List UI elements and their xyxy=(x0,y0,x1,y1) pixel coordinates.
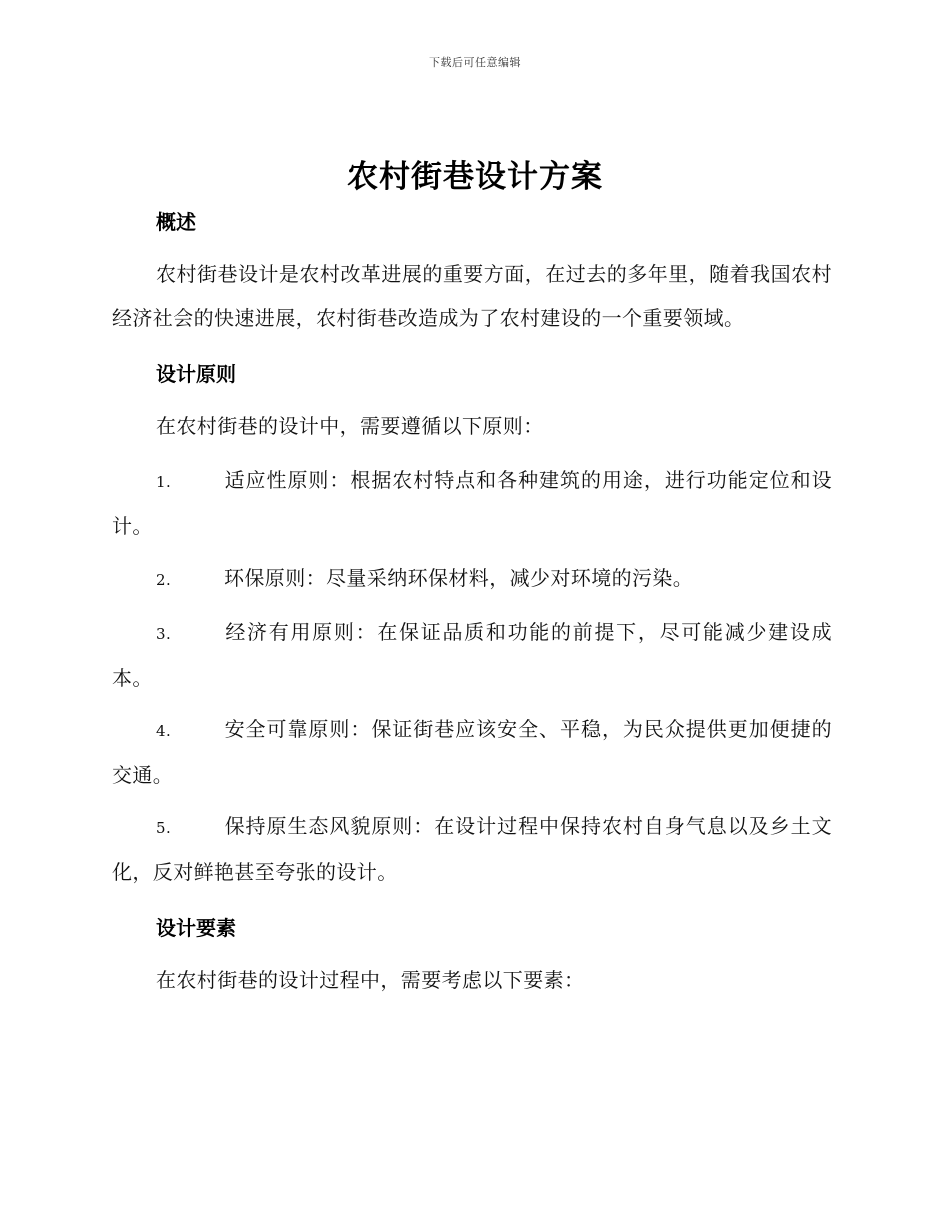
section-heading-overview: 概述 xyxy=(156,210,196,234)
list-item-number: 5. xyxy=(156,819,172,837)
list-item xyxy=(112,458,832,548)
header-note: 下载后可任意编辑 xyxy=(429,56,521,69)
list-item-text: 经济有用原则：在保证品质和功能的前提下，尽可能减少建设成本。 xyxy=(112,620,832,690)
list-item-number: 3. xyxy=(156,625,172,643)
list-item-text: 环保原则：尽量采纳环保材料，减少对环境的污染。 xyxy=(224,566,694,590)
list-item xyxy=(112,804,832,894)
list-item-number: 1. xyxy=(156,473,172,491)
list-item xyxy=(112,707,832,797)
list-item-number: 2. xyxy=(156,571,172,589)
list-item-text: 安全可靠原则：保证街巷应该安全、平稳，为民众提供更加便捷的交通。 xyxy=(112,717,832,787)
principles-intro: 在农村街巷的设计中，需要遵循以下原则： xyxy=(156,414,544,438)
document-title: 农村街巷设计方案 xyxy=(347,159,603,195)
overview-paragraph: 农村街巷设计是农村改革进展的重要方面，在过去的多年里，随着我国农村经济社会的快速进展，农村街巷改造成为了农村建设的一个重要领域。 xyxy=(112,262,832,330)
list-item-text: 适应性原则：根据农村特点和各种建筑的用途，进行功能定位和设计。 xyxy=(112,468,832,538)
elements-intro: 在农村街巷的设计过程中，需要考虑以下要素： xyxy=(156,968,585,992)
section-heading-principles: 设计原则 xyxy=(156,362,236,386)
list-item xyxy=(112,556,832,602)
list-item-text: 保持原生态风貌原则：在设计过程中保持农村自身气息以及乡土文化，反对鲜艳甚至夸张的设计。 xyxy=(112,814,832,884)
list-item xyxy=(112,610,832,700)
section-heading-elements: 设计要素 xyxy=(156,916,236,940)
list-item-number: 4. xyxy=(156,722,172,740)
